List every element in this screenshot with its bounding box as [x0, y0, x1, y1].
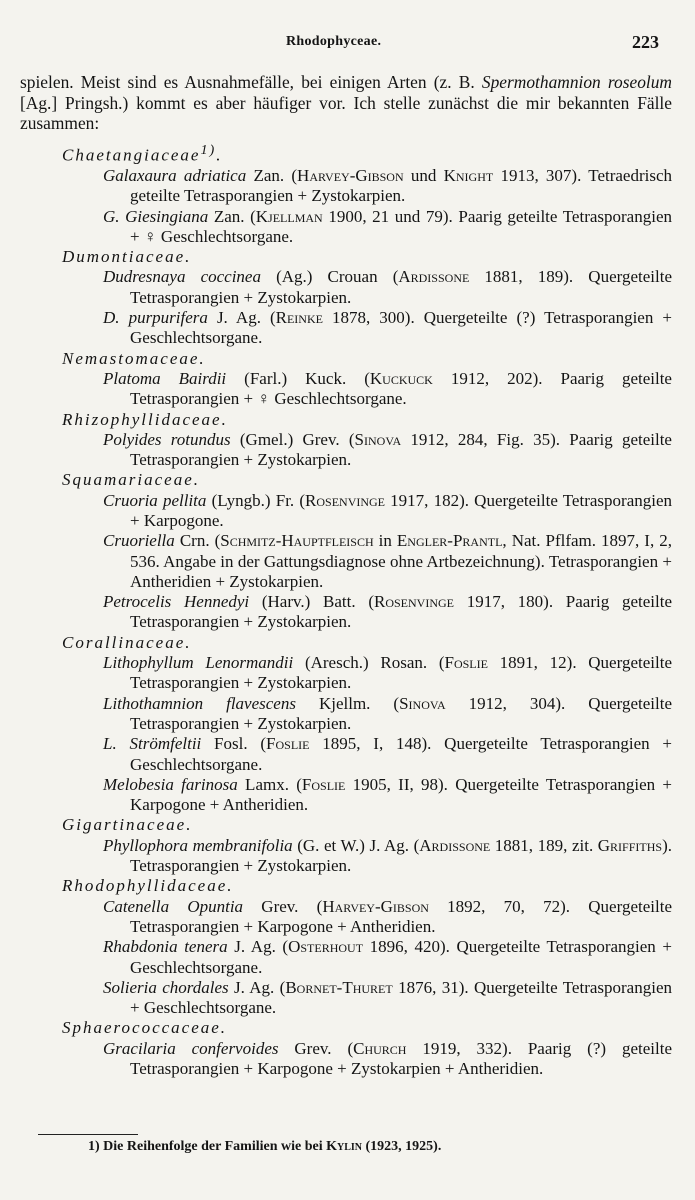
taxon-name: Petrocelis Hennedyi — [103, 592, 250, 612]
species-entry — [103, 896, 672, 938]
taxon-name: Rhabdonia tenera — [103, 937, 228, 957]
family-heading — [62, 633, 672, 653]
taxon-name: Solieria chordales — [103, 977, 229, 997]
text-run: in — [373, 531, 397, 551]
text-run: und — [403, 165, 444, 185]
species-entry — [103, 490, 673, 532]
footnote-divider — [38, 1134, 138, 1135]
taxon-name: Lithothamnion flavescens — [103, 693, 296, 713]
author-name: Schmitz-Hauptfleisch — [220, 531, 374, 551]
taxon-name: Dudresnaya coccinea — [103, 267, 261, 287]
text-run: 1896, 420). Quergeteilte Tetrasporangien + Geschlechtsorgane. — [130, 937, 672, 977]
species-entry — [103, 835, 672, 877]
text-run: 1891, 12). Quergeteilte Tetrasporangien + Zystokarpien. — [130, 653, 672, 693]
taxon-name: Lithophyllum Lenormandii — [103, 653, 294, 673]
author-name: Sinova — [354, 429, 402, 449]
author-name: Kjellman — [255, 206, 323, 226]
text-run: Squamariaceae. — [62, 470, 201, 490]
text-run: (Gmel.) Grev. ( — [230, 429, 355, 449]
text-run: Fosl. ( — [201, 734, 267, 754]
text-run: Kjellm. ( — [295, 693, 400, 713]
taxon-name: Galaxaura adriatica — [103, 165, 247, 185]
text-run: [Ag.] Pringsh.) kommt es aber häufiger vor. Ich stelle zunächst die mir bekannten Fälle zusammen: — [20, 92, 672, 133]
author-name: Kuckuck — [369, 368, 433, 388]
text-run: 1900, 21 und 79). Paarig geteilte Tetrasporangien + ♀ Geschlechtsorgane. — [130, 206, 672, 246]
taxon-name: Cruoriella — [103, 531, 175, 551]
text-run: 1878, 300). Quergeteilte (?) Tetrasporangien + Geschlechtsorgane. — [130, 308, 672, 348]
text-run: spielen. Meist sind es Ausnahmefälle, bei einigen Arten (z. B. — [20, 72, 482, 92]
author-name: Ardissone — [398, 267, 470, 287]
taxon-name: D. purpurifera — [103, 308, 208, 328]
text-run: 1881, 189). Quergeteilte Tetrasporangien + Zystokarpien. — [130, 267, 672, 307]
text-run: J. Ag. ( — [228, 977, 286, 997]
author-name: Engler-Prantl — [396, 531, 503, 551]
text-run: (Ag.) Crouan ( — [260, 267, 399, 287]
taxon-name: Catenella Opuntia — [103, 896, 244, 916]
text-run: (1923, 1925). — [362, 1139, 442, 1154]
family-heading — [62, 470, 672, 490]
text-run: Gigartinaceae. — [62, 815, 193, 835]
author-name: Rosenvinge — [374, 592, 454, 612]
text-run: 1905, II, 98). Quergeteilte Tetrasporangien + Karpogone + Antheridien. — [130, 774, 672, 815]
text-run: 1881, 189, zit. — [490, 835, 598, 855]
text-run: 1912, 284, Fig. 35). Paarig geteilte Tetrasporangien + Zystokarpien. — [130, 429, 672, 470]
author-name: Foslie — [301, 774, 346, 794]
text-run: . — [216, 145, 223, 165]
species-entry — [103, 165, 673, 207]
text-run: , Nat. Pflfam. 1897, I, 2, 536. Angabe in der Gattungsdiagnose ohne Artbezeichnung). Tetrasporangien + Antheridien + Zystokarpien. — [130, 531, 672, 591]
text-run: 1892, 70, 72). Quergeteilte Tetrasporangien + Karpogone + Antheridien. — [130, 896, 672, 936]
page-header — [0, 34, 695, 56]
text-run: (Harv.) Batt. ( — [249, 592, 374, 612]
taxon-name: L. Strömfeltii — [103, 734, 202, 754]
species-entry — [103, 937, 672, 978]
text-run: Corallinaceae. — [62, 632, 192, 652]
family-heading — [62, 410, 672, 430]
author-name: Knight — [443, 165, 494, 185]
text-run: Rhizophyllidaceae. — [62, 409, 228, 429]
page-number: 223 — [632, 32, 659, 52]
intro-paragraph — [20, 72, 672, 134]
footnote — [88, 1139, 441, 1155]
species-entry — [103, 267, 672, 308]
text-run: Crn. ( — [174, 531, 221, 551]
family-heading — [62, 876, 672, 896]
species-entry — [103, 1038, 672, 1080]
author-name: Bornet-Thuret — [285, 977, 393, 997]
author-name: Foslie — [444, 653, 488, 673]
species-entry — [103, 429, 672, 471]
text-run: Grev. ( — [243, 896, 323, 916]
author-name: Harvey-Gibson — [297, 165, 404, 185]
running-title: Rhodophyceae. — [286, 34, 382, 49]
species-entry — [103, 308, 672, 349]
text-run: 1917, 182). Quergeteilte Tetrasporangien + Karpogone. — [130, 490, 673, 530]
text-run: (Lyngb.) Fr. ( — [206, 490, 306, 510]
species-entry — [103, 977, 672, 1019]
text-run: 1) Die Reihenfolge der Familien wie bei — [88, 1139, 327, 1154]
author-name: Foslie — [266, 734, 310, 754]
author-name: Church — [353, 1038, 407, 1058]
text-run: 1913, 307). Tetraedrisch geteilte Tetrasporangien + Zystokarpien. — [130, 165, 673, 206]
species-entry — [103, 653, 672, 694]
species-entry — [103, 592, 672, 633]
family-heading — [62, 349, 672, 369]
text-run: Chaetangiaceae — [62, 145, 201, 165]
family-heading — [62, 815, 672, 835]
text-run: 1912, 304). Quergeteilte Tetrasporangien + Zystokarpien. — [130, 693, 672, 733]
family-heading — [62, 247, 672, 267]
text-run: Rhodophyllidaceae. — [62, 876, 234, 896]
taxon-name: Phyllophora membranifolia — [103, 835, 293, 855]
text-run: J. Ag. ( — [207, 308, 276, 328]
text-run: J. Ag. ( — [227, 937, 289, 957]
text-run: (Farl.) Kuck. ( — [226, 368, 370, 388]
author-name: Reinke — [275, 308, 323, 328]
text-run: Sphaerococcaceae. — [62, 1018, 228, 1038]
text-run: Zan. ( — [208, 206, 256, 226]
text-run: 1919, 332). Paarig (?) geteilte Tetrasporangien + Karpogone + Zystokarpien + Antheridien. — [130, 1038, 672, 1079]
taxon-name: G. Giesingiana — [103, 206, 209, 226]
taxon-name: Gracilaria confervoides — [103, 1038, 279, 1058]
text-run: 1912, 202). Paarig geteilte Tetrasporangien + ♀ Geschlechtsorgane. — [130, 368, 672, 409]
text-run: (G. et W.) J. Ag. ( — [292, 835, 420, 855]
family-heading — [62, 1018, 672, 1038]
author-name: Griffiths — [597, 835, 663, 855]
author-name: Rosenvinge — [305, 490, 386, 510]
text-run: Dumontiaceae. — [62, 247, 192, 267]
text-run: Zan. ( — [246, 165, 298, 185]
text-run: (Aresch.) Rosan. ( — [293, 653, 445, 673]
text-run: 1917, 180). Paarig geteilte Tetrasporangien + Zystokarpien. — [130, 592, 672, 632]
author-name: Ardissone — [419, 835, 491, 855]
species-entry — [103, 368, 672, 410]
text-run: 1876, 31). Quergeteilte Tetrasporangien + Geschlechtsorgane. — [130, 977, 672, 1018]
text-run: Lamx. ( — [237, 774, 302, 794]
family-heading — [62, 140, 672, 166]
species-entry — [103, 734, 672, 775]
taxon-name: Cruoria pellita — [103, 490, 207, 510]
text-run: Nemastomaceae. — [62, 348, 206, 368]
species-entry — [103, 693, 672, 735]
author-name: Osterhout — [288, 937, 364, 957]
species-list — [20, 140, 672, 1079]
author-name: Harvey-Gibson — [322, 896, 429, 916]
author-name: Kylin — [326, 1139, 362, 1154]
taxon-name: Melobesia farinosa — [103, 774, 238, 794]
species-entry — [103, 531, 672, 592]
species-entry — [103, 206, 672, 248]
taxon-name: Spermothamnion roseolum — [481, 72, 672, 92]
taxon-name: Platoma Bairdii — [103, 368, 227, 388]
footnote-mark: 1) — [200, 142, 217, 158]
text-run: Grev. ( — [278, 1038, 354, 1058]
taxon-name: Polyides rotundus — [103, 429, 231, 449]
text-run: ). Tetrasporangien + Zystokarpien. — [130, 835, 672, 876]
text-run: 1895, I, 148). Quergeteilte Tetrasporangien + Geschlechtsorgane. — [130, 734, 672, 774]
author-name: Sinova — [399, 693, 446, 713]
species-entry — [103, 774, 672, 816]
